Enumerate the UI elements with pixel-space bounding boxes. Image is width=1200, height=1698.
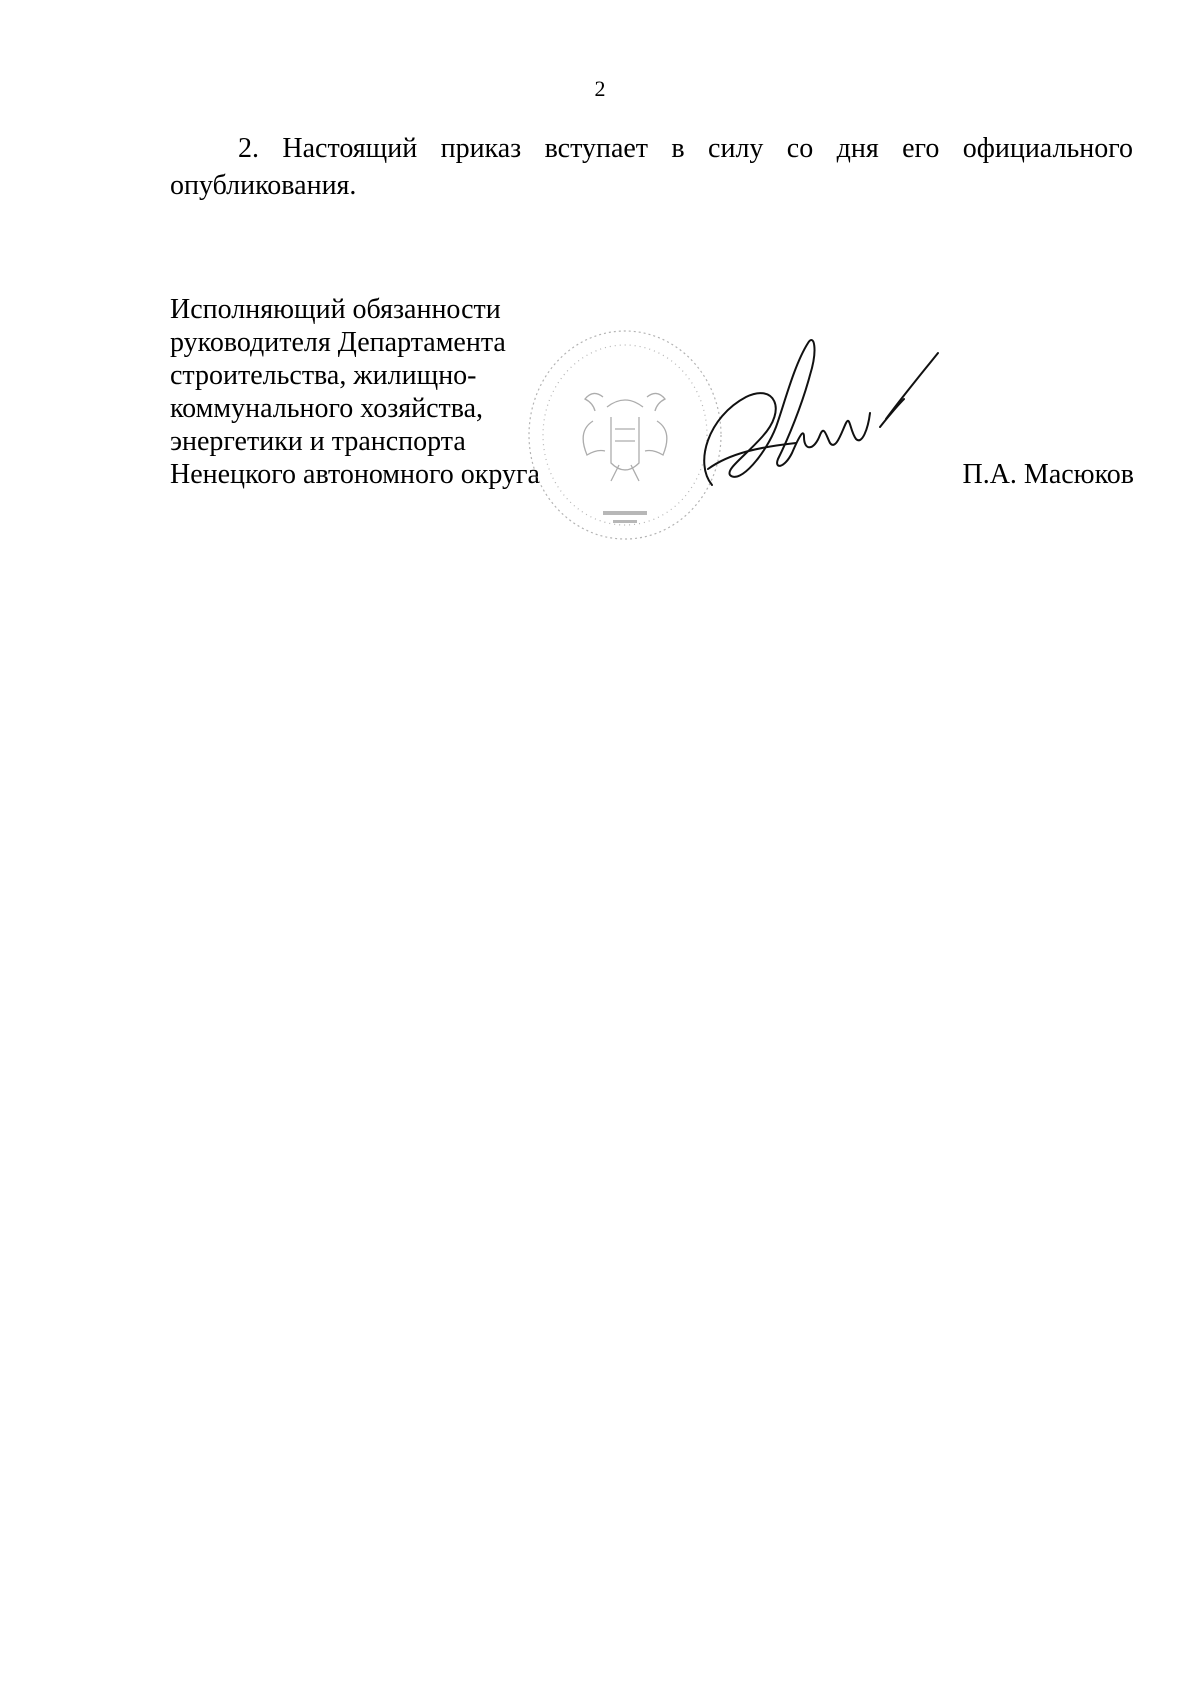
page-number: 2 [594,76,606,101]
signatory-name: П.А. Масюков [962,459,1134,490]
order-paragraph: 2. Настоящий приказ вступает в силу со дня его официального опубликования. [170,133,1133,201]
official-seal-icon [523,325,728,545]
signatory-title-line: Ненецкого автономного округа [170,459,540,490]
signatory-title-line: руководителя Департамента [170,327,506,358]
handwritten-signature-icon [700,335,950,505]
signatory-title-line: строительства, жилищно- [170,360,477,391]
signatory-title-line: Исполняющий обязанности [170,294,501,325]
signatory-title-line: энергетики и транспорта [170,426,466,457]
signatory-title-line: коммунального хозяйства, [170,393,484,424]
